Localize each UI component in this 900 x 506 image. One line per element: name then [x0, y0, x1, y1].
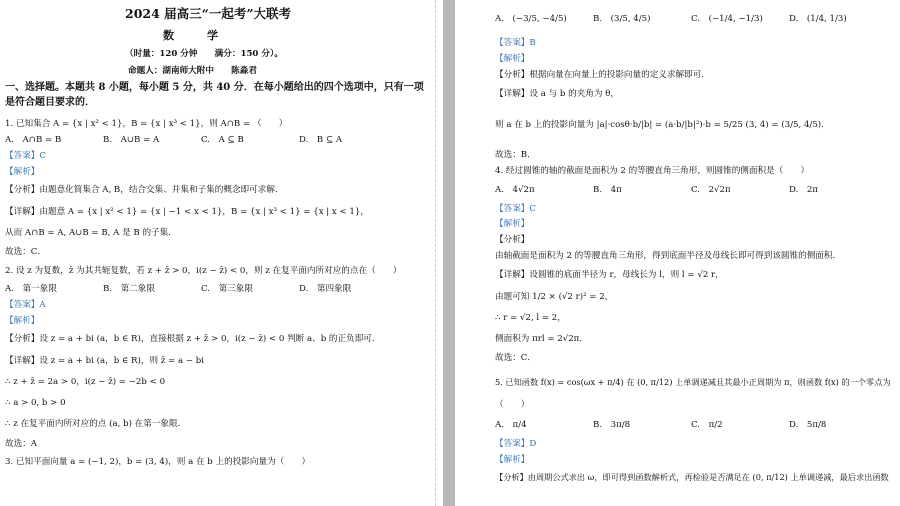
- q4-step-2: ∴ r = √2, l = 2，: [495, 313, 566, 323]
- author-line: 命题人：湖南师大附中 陈淼君: [128, 66, 257, 76]
- document-page-right: [455, 0, 900, 506]
- q1-answer-tag: 【答案】C: [5, 151, 46, 161]
- q5-analysis: 【分析】由周期公式求出 ω，即可得到函数解析式，再检验是否满足在 (0, π/12) 上单调递减，最后求出函数: [495, 472, 889, 482]
- q2-jiexi-tag: 【解析】: [5, 316, 40, 326]
- question-2: 2. 设 z 为复数，z̄ 为其共轭复数，若 z + z̄ > 0，i(z − z̄) < 0，则 z 在复平面内所对应的点在（ ）: [5, 266, 402, 276]
- q2-option-a: A. 第一象限: [5, 284, 57, 294]
- q2-answer-tag: 【答案】A: [5, 300, 46, 310]
- q4-analysis-tag: 【分析】: [495, 235, 530, 245]
- q4-option-b: B. 4π: [593, 185, 622, 195]
- q2-step-3: ∴ z 在复平面内所对应的点 (a, b) 在第一象限．: [5, 419, 187, 429]
- q3-choice: 故选：B．: [495, 150, 536, 160]
- q3-jiexi-tag: 【解析】: [495, 54, 530, 64]
- q1-jiexi-tag: 【解析】: [5, 167, 40, 177]
- q2-choice: 故选：A: [5, 439, 37, 449]
- q5-option-b: B. 3π/8: [593, 420, 631, 430]
- q4-step-1: 由题可知 1/2 × (√2 r)² = 2，: [495, 292, 614, 302]
- section-heading-2: 是符合题目要求的．: [5, 97, 95, 108]
- q1-option-a: A. A∩B = B: [5, 135, 62, 145]
- q3-option-a: A. (−3/5, −4/5): [495, 14, 567, 24]
- q1-conclusion: 从而 A∩B = A, A∪B = B, A 是 B 的子集．: [5, 228, 177, 238]
- q1-option-b: B. A∪B = A: [103, 135, 160, 145]
- q4-option-a: A. 4√2π: [495, 185, 535, 195]
- q4-jiexi-tag: 【解析】: [495, 219, 530, 229]
- q4-option-d: D. 2π: [789, 185, 819, 195]
- q3-answer-tag: 【答案】B: [495, 38, 536, 48]
- q5-jiexi-tag: 【解析】: [495, 455, 530, 465]
- q1-option-c: C. A ⊆ B: [201, 135, 244, 145]
- q1-choice: 故选：C．: [5, 247, 46, 257]
- q2-option-b: B. 第二象限: [103, 284, 156, 294]
- q5-answer-paren: （ ）: [495, 400, 530, 410]
- question-4: 4. 经过圆锥的轴的截面是面积为 2 的等腰直角三角形，则圆锥的侧面积是（ ）: [495, 166, 810, 176]
- q1-analysis: 【分析】由题意化简集合 A, B，结合交集、并集和子集的概念即可求解．: [5, 185, 284, 195]
- page-margin-line: [435, 0, 436, 506]
- document-page-left: [0, 0, 443, 506]
- question-1: 1. 已知集合 A = {x | x² < 1}，B = {x | x³ < 1}，则 A∩B = （ ）: [5, 119, 288, 129]
- section-heading-1: 一、选择题。本题共 8 小题，每小题 5 分，共 40 分．在每小题给出的四个选项中，只有一项: [5, 82, 424, 93]
- q4-detail: 【详解】设圆锥的底面半径为 r，母线长为 l，则 l = √2 r，: [495, 270, 724, 280]
- subject-heading: 数 学: [163, 29, 218, 42]
- q2-step-2: ∴ a > 0, b > 0: [5, 398, 66, 408]
- question-5: 5. 已知函数 f(x) = cos(ωx + π/4) 在 (0, π/12) 上单调递减且其最小正周期为 π，则函数 f(x) 的一个零点为: [495, 377, 891, 387]
- q5-option-c: C. π/2: [691, 420, 723, 430]
- q3-analysis: 【分析】根据向量在向量上的投影向量的定义求解即可．: [495, 70, 710, 80]
- q2-analysis: 【分析】设 z = a + bi (a，b ∈ R)，直接根据 z + z̄ > 0，i(z − z̄) < 0 判断 a、b 的正负即可．: [5, 334, 381, 344]
- q4-answer-tag: 【答案】C: [495, 204, 536, 214]
- q2-detail: 【详解】设 z = a + bi (a，b ∈ R)，则 z̄ = a − bi: [5, 356, 205, 366]
- page-gutter: [443, 0, 455, 506]
- question-3: 3. 已知平面向量 a = (−1, 2)，b = (3, 4)，则 a 在 b 上的投影向量为（ ）: [5, 457, 311, 467]
- exam-meta: （时量：120 分钟 满分：150 分）。: [125, 49, 283, 59]
- q4-option-c: C. 2√2π: [691, 185, 731, 195]
- q3-option-b: B. (3/5, 4/5): [593, 14, 651, 24]
- q5-option-d: D. 5π/8: [789, 420, 827, 430]
- q4-analysis: 由轴截面是面积为 2 的等腰直角三角形，得到底面半径及母线长即可得到该圆锥的侧面积．: [495, 251, 842, 261]
- q3-projection: 则 a 在 b 上的投影向量为 |a|·cosθ·b/|b| = (a·b/|b|²)·b = 5/25 (3, 4) = (3/5, 4/5)．: [495, 120, 830, 130]
- q5-option-a: A. π/4: [495, 420, 527, 430]
- q5-answer-tag: 【答案】D: [495, 439, 537, 449]
- q3-option-d: D. (1/4, 1/3): [789, 14, 847, 24]
- q3-detail: 【详解】设 a 与 b 的夹角为 θ，: [495, 89, 619, 99]
- q1-option-d: D. B ⊆ A: [299, 135, 343, 145]
- page-title: 2024 届高三“一起考”大联考: [125, 6, 292, 21]
- q4-step-3: 侧面积为 πrl = 2√2π．: [495, 334, 588, 344]
- q3-option-c: C. (−1/4, −1/3): [691, 14, 763, 24]
- q1-detail: 【详解】由题意 A = {x | x² < 1} = {x | −1 < x < 1}，B = {x | x³ < 1} = {x | x < 1}，: [5, 207, 369, 217]
- q4-choice: 故选：C．: [495, 353, 536, 363]
- q2-step-1: ∴ z + z̄ = 2a > 0，i(z − z̄) = −2b < 0: [5, 377, 166, 387]
- q2-option-d: D. 第四象限: [299, 284, 352, 294]
- q2-option-c: C. 第三象限: [201, 284, 253, 294]
